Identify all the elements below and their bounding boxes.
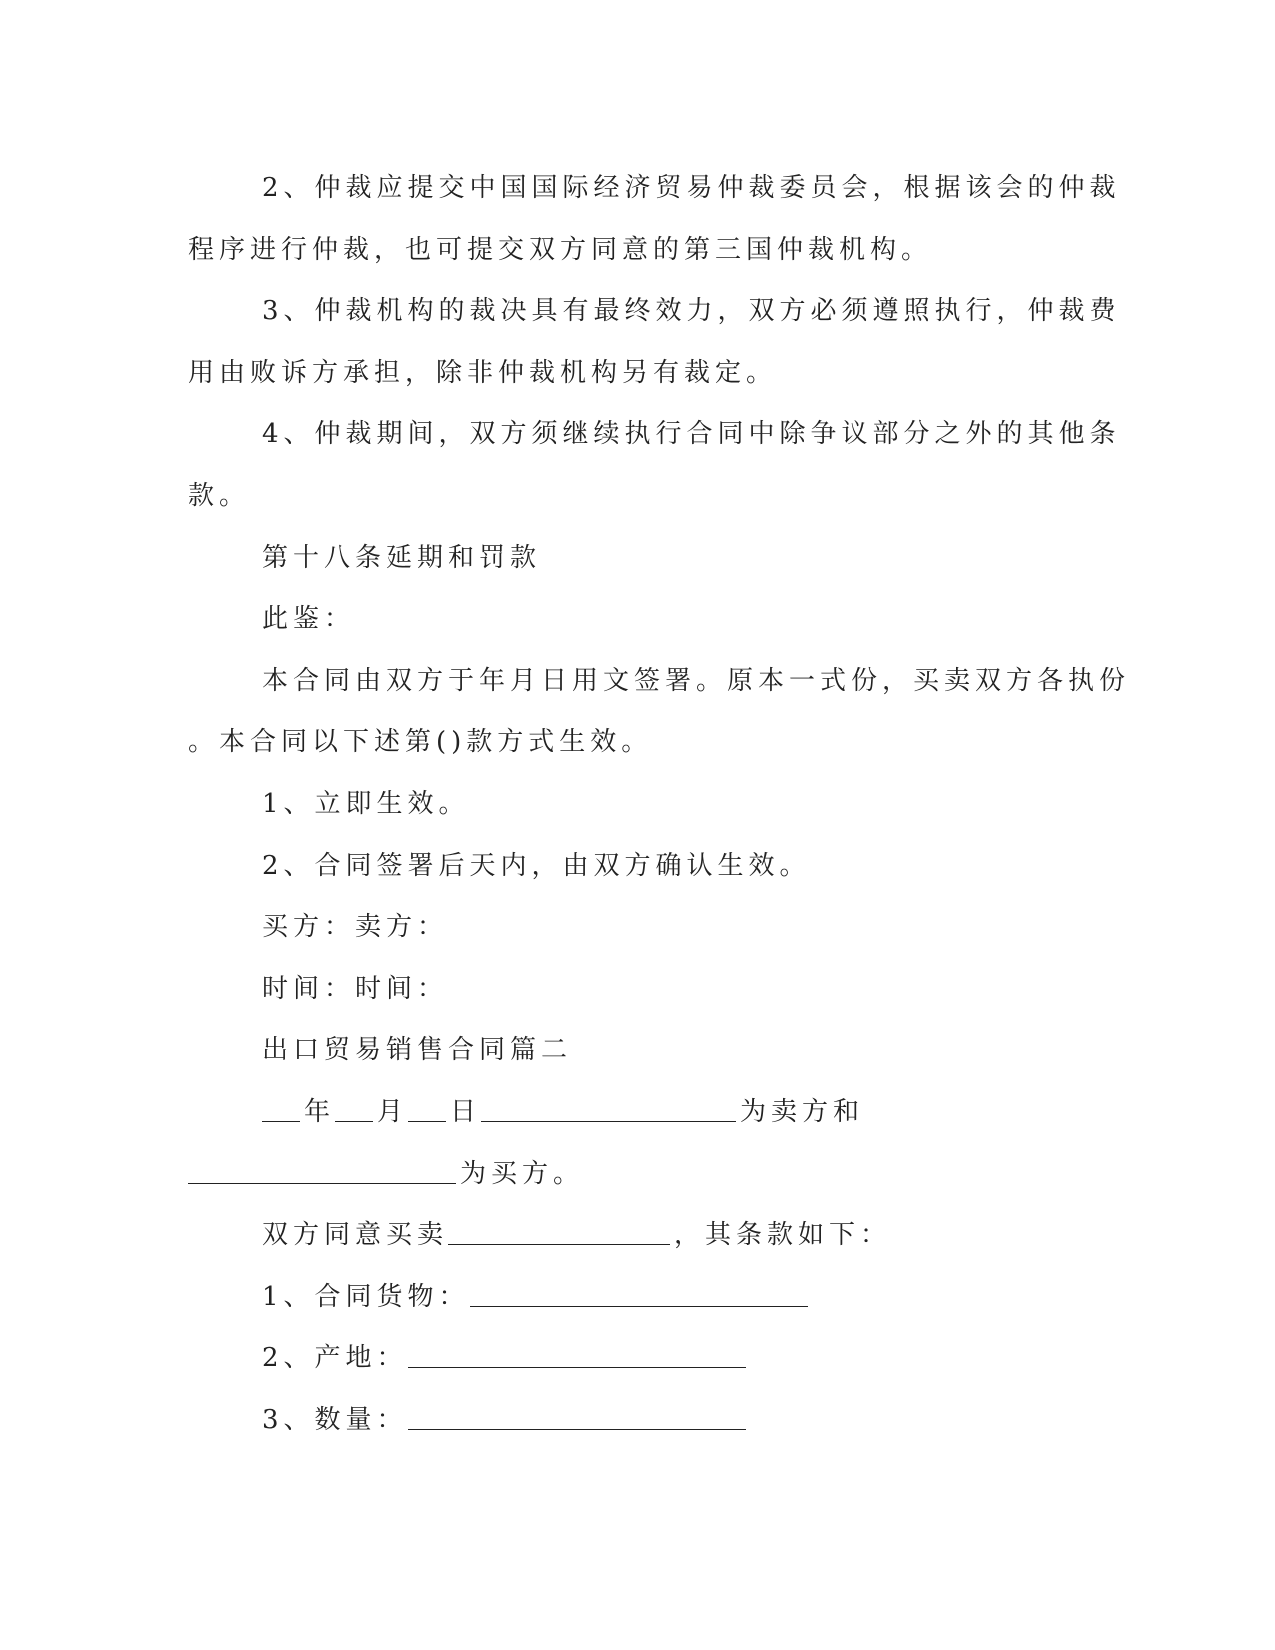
paragraph-line: 程序进行仲裁，也可提交双方同意的第三国仲裁机构。 — [188, 234, 933, 265]
contract-title: 出口贸易销售合同篇二 — [262, 1035, 573, 1066]
buyer-line — [188, 1144, 1078, 1206]
paragraph-line: 4、仲裁期间，双方须继续执行合同中除争议部分之外的其他条 — [262, 419, 1121, 450]
paragraph-line: 3、仲裁机构的裁决具有最终效力，双方必须遵照执行，仲裁费 — [262, 296, 1121, 327]
item-goods-label: 1、合同货物： — [262, 1281, 470, 1312]
paragraph-line: 。本合同以下述第()款方式生效。 — [188, 727, 653, 758]
month-blank — [335, 1099, 373, 1122]
item-quantity-label: 3、数量： — [262, 1404, 408, 1435]
paragraph-line: 本合同由双方于年月日用文签署。原本一式份，买卖双方各执份 — [262, 665, 1131, 696]
document-body — [188, 158, 1131, 1451]
month-label: 月 — [377, 1096, 409, 1127]
item-quantity-line — [188, 1390, 1078, 1452]
buyer-label: 为买方。 — [460, 1158, 585, 1189]
date-seller-line — [188, 1082, 1078, 1144]
paragraph-line: 2、合同签署后天内，由双方确认生效。 — [262, 850, 811, 881]
paragraph-line: 款。 — [188, 480, 251, 511]
paragraph-line: 用由败诉方承担，除非仲裁机构另有裁定。 — [188, 357, 778, 388]
agree-suffix: ，其条款如下： — [674, 1220, 892, 1251]
item-goods-blank — [470, 1284, 808, 1307]
year-blank — [262, 1099, 300, 1122]
paragraph-line: 此鉴： — [262, 604, 356, 635]
item-goods-line — [188, 1267, 1078, 1329]
item-quantity-blank — [408, 1407, 746, 1430]
day-label: 日 — [450, 1096, 482, 1127]
item-origin-blank — [408, 1345, 746, 1368]
paragraph-line: 1、立即生效。 — [262, 788, 470, 819]
item-origin-label: 2、产地： — [262, 1343, 408, 1374]
paragraph-line: 2、仲裁应提交中国国际经济贸易仲裁委员会，根据该会的仲裁 — [262, 173, 1121, 203]
day-blank — [408, 1099, 446, 1122]
goods-name-blank — [448, 1222, 670, 1245]
seller-blank — [481, 1099, 736, 1122]
agreement-line — [188, 1205, 1078, 1267]
seller-label: 为卖方和 — [740, 1096, 865, 1127]
signature-date-line: 时间：时间： — [262, 973, 449, 1004]
buyer-blank — [188, 1161, 456, 1184]
section-heading: 第十八条延期和罚款 — [262, 542, 542, 573]
agree-prefix: 双方同意买卖 — [262, 1220, 449, 1251]
year-label: 年 — [304, 1096, 336, 1127]
item-origin-line — [188, 1328, 1078, 1390]
signature-line: 买方：卖方： — [262, 912, 449, 943]
